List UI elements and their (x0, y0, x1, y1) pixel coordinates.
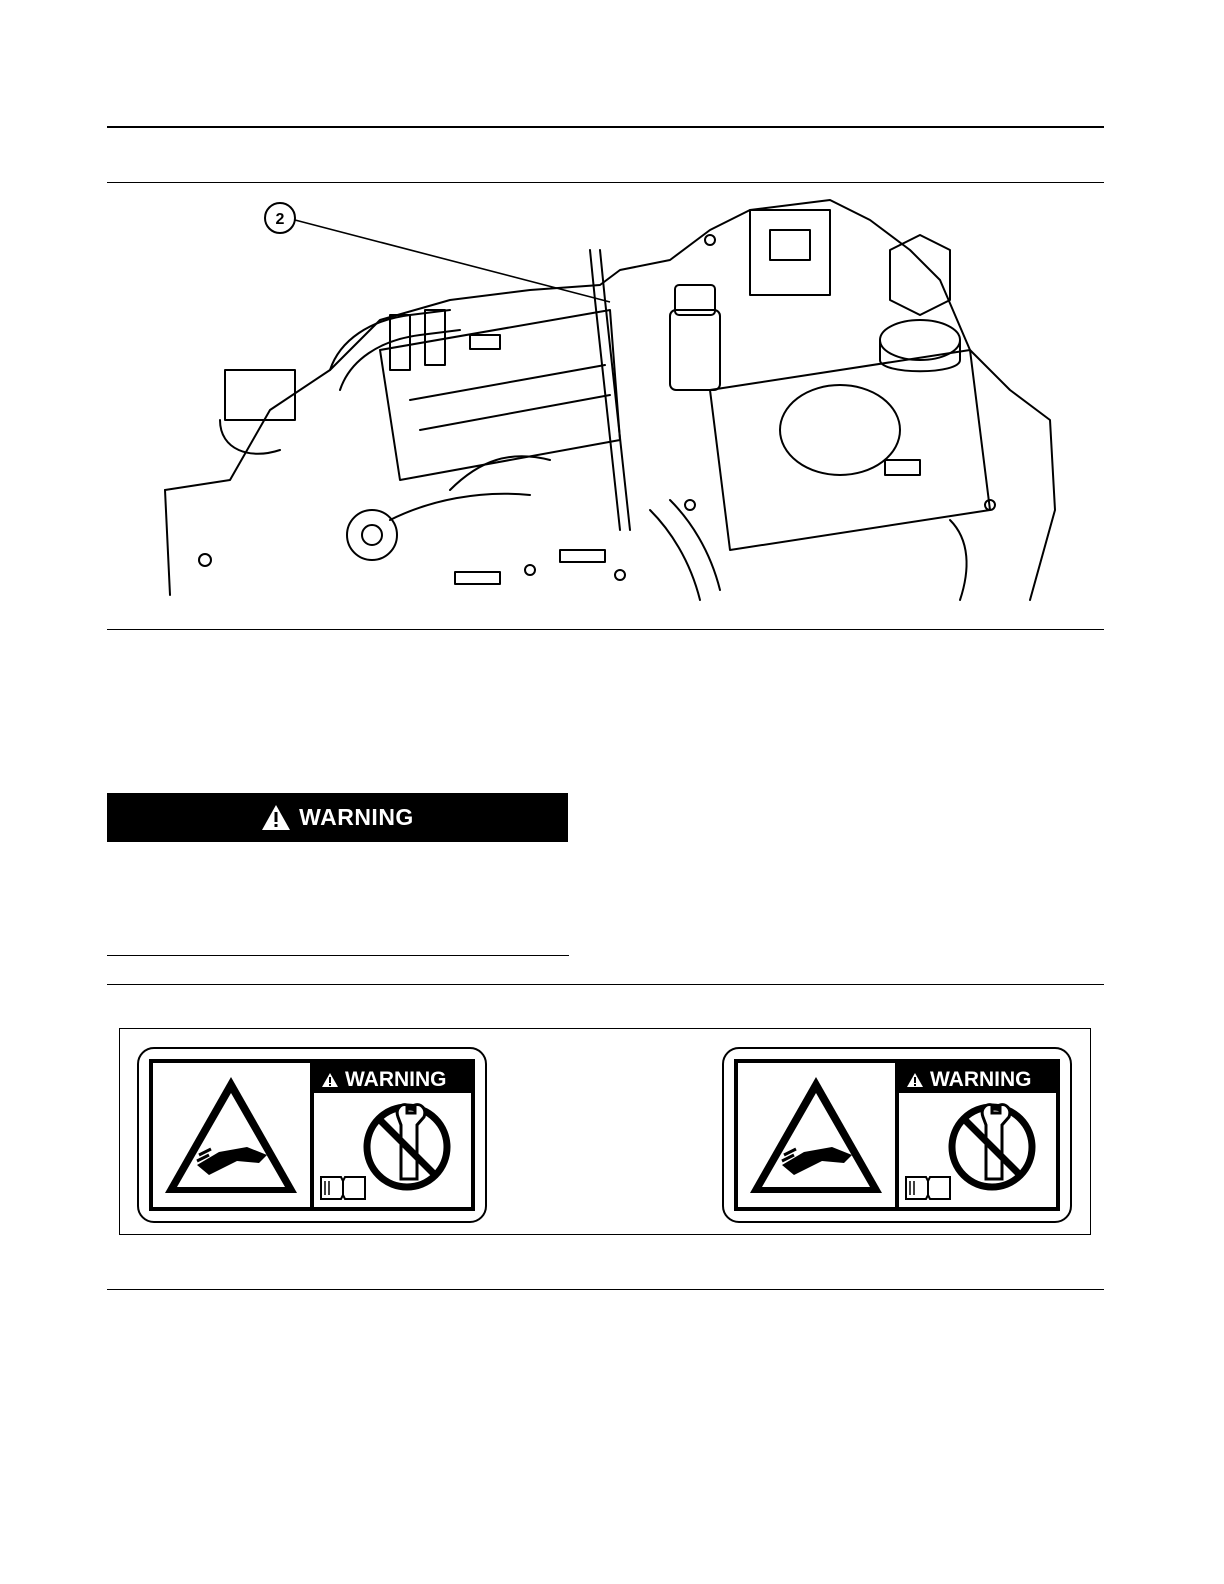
warning-decal-left (137, 1047, 487, 1223)
warning-decal-right (722, 1047, 1072, 1223)
warning-label: WARNING (299, 804, 414, 830)
decal-bottom-rule (107, 1289, 1104, 1290)
manual-book-icon (906, 1177, 950, 1199)
callout-number: 2 (275, 211, 285, 228)
figure-top-rule (107, 182, 1104, 183)
warning-end-rule (107, 955, 569, 956)
manual-book-icon (321, 1177, 365, 1199)
svg-text:WARNING: WARNING (930, 1068, 1032, 1091)
engine-illustration (150, 190, 1070, 620)
svg-text:WARNING: WARNING (345, 1068, 447, 1091)
warning-banner (107, 793, 568, 842)
decal-figure (119, 1028, 1091, 1235)
figure-bottom-rule (107, 629, 1104, 630)
decal-top-rule (107, 984, 1104, 985)
warning-triangle-icon (261, 804, 291, 831)
top-rule (107, 126, 1104, 128)
